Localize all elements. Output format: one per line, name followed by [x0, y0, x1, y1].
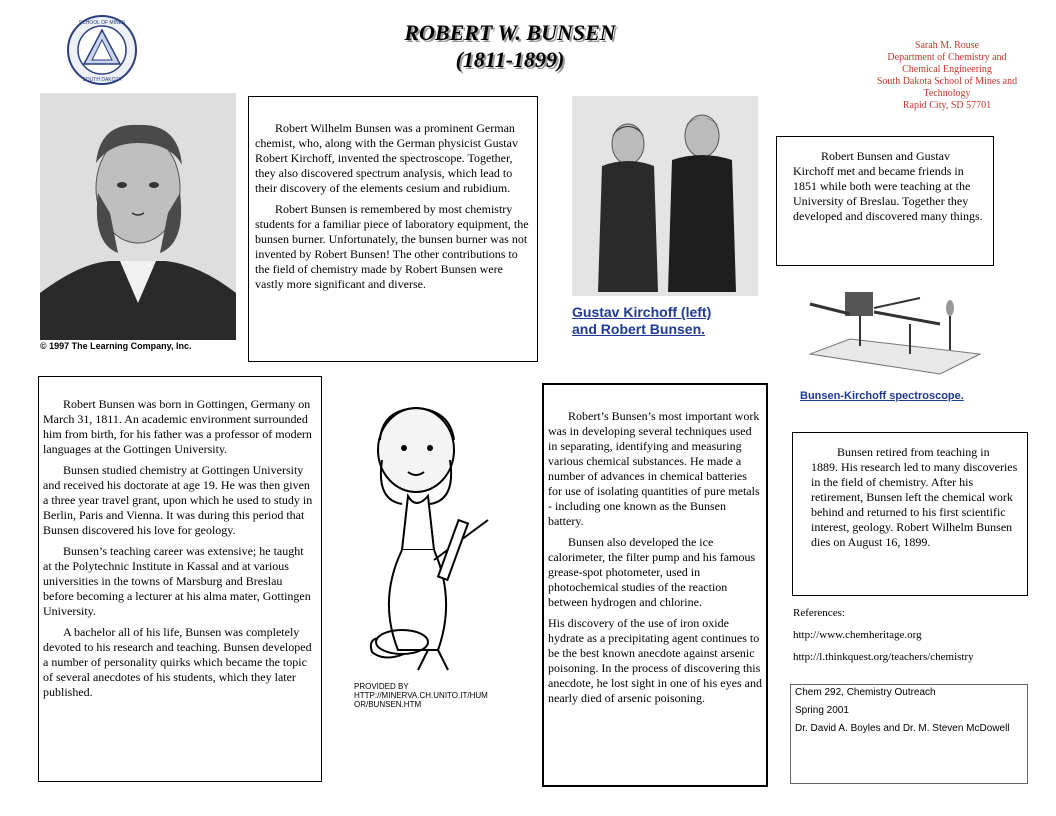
retired-box: [792, 432, 1028, 596]
work-paragraph-3: His discovery of the use of iron oxide hydrate as a precipitating agent continues to be the best known anecdote against arsenic poisoning. In the process of discovering this anecdote, he lost sight in one of his eyes and nearly died of arsenic poisoning.: [548, 616, 762, 705]
references: [793, 606, 1023, 664]
author-school-2: Technology: [923, 88, 971, 99]
author-name: Sarah M. Rouse: [914, 40, 980, 51]
caricature-credit: [354, 682, 488, 709]
intro-paragraph-2: Robert Bunsen is remembered by most chemistry students for a familiar piece of laboratory equipment, the bunsen burner. Unfortunately, the bunsen burner was not invented by Robert Bunsen! The other contributions to the field of chemistry made by Robert Bunsen were vastly more significant and diverse.: [255, 202, 529, 291]
bio-box: [38, 376, 322, 782]
bunsen-caricature: [338, 400, 528, 676]
kirchoff-bunsen-photo: [572, 96, 758, 296]
retired-paragraph: Bunsen retired from teaching in 1889. His research led to many discoveries in the field of chemistry. After his retirement, Bunsen left the chemical work behind and returned to his first scientific interest, geology. Robert Wilhelm Bunsen dies on August 16, 1899.: [811, 445, 1018, 549]
portrait-credit: © 1997 The Learning Company, Inc.: [40, 341, 192, 351]
author-school: South Dakota School of Mines and: [876, 76, 1018, 87]
work-paragraph-2: Bunsen also developed the ice calorimeter, the filter pump and his famous grease-spot photometer, used in photochemical studies of the reaction between hydrogen and chlorine.: [548, 535, 756, 609]
course-instructors: Dr. David A. Boyles and Dr. M. Steven McDowell: [795, 723, 1010, 734]
bio-paragraph-4: A bachelor all of his life, Bunsen was completely devoted to his research and teaching. Bunsen developed a number of personality quirks which became the topic of several anecdotes of his students, which they later published.: [43, 625, 312, 699]
course-box: [790, 684, 1028, 784]
spectroscope-illustration: [790, 284, 990, 384]
author-dept: Department of Chemistry and: [887, 52, 1007, 63]
author-address: Rapid City, SD 57701: [902, 100, 992, 111]
title-name: ROBERT W. BUNSEN: [404, 20, 616, 45]
intro-paragraph-1: Robert Wilhelm Bunsen was a prominent German chemist, who, along with the German physicist Gustav Robert Kirchoff, invented the spectroscope. Together, they also discovered spectrum analysis, which lead to their discovery of the elements cesium and rubidium.: [255, 121, 518, 195]
reference-link-1[interactable]: http://www.chemheritage.org: [793, 629, 922, 641]
course-name: Chem 292, Chemistry Outreach: [795, 687, 936, 698]
caricature-credit-line-1: PROVIDED BY: [354, 682, 409, 691]
reference-link-2[interactable]: http://l.thinkquest.org/teachers/chemistry: [793, 651, 974, 663]
duo-caption-line-2: and Robert Bunsen.: [572, 321, 706, 337]
friends-box: [776, 136, 994, 266]
work-box: [542, 383, 768, 787]
friends-paragraph: Robert Bunsen and Gustav Kirchoff met and became friends in 1851 while both were teaching at the University of Breslau. Together they developed and discovered many things.: [793, 149, 983, 223]
school-seal-logo: [66, 14, 138, 86]
caricature-credit-line-2: HTTP://MINERVA.CH.UNITO.IT/HUM: [354, 691, 488, 700]
bunsen-portrait: [40, 93, 236, 340]
title-dates: (1811-1899): [455, 47, 565, 72]
intro-box: [248, 96, 538, 362]
duo-photo-caption: [572, 304, 711, 338]
bio-paragraph-3: Bunsen’s teaching career was extensive; he taught at the Polytechnic Institute in Kassal and at various universities in the towns of Marsburg and Breslau before becoming a lecturer at his alma mater, Gottingen University.: [43, 544, 311, 618]
author-block: [862, 40, 1032, 112]
svg-text:SCHOOL OF MINES: SCHOOL OF MINES: [78, 20, 126, 26]
spectroscope-caption: Bunsen-Kirchoff spectroscope.: [800, 390, 964, 402]
page-title: [340, 20, 680, 74]
course-term: Spring 2001: [795, 705, 849, 716]
work-paragraph-1: Robert’s Bunsen’s most important work was in developing several techniques used in separating, identifying and measuring various chemical substances. He made a number of advances in chemical batteries for use of isolating quantities of pure metals - including one known as the Bunsen battery.: [548, 409, 760, 528]
bio-paragraph-2: Bunsen studied chemistry at Gottingen University and received his doctorate at age 19. He was then given a three year travel grant, upon which he used to study in Berlin, Paris and Vienna. It was during this period that Bunsen discovered his love for geology.: [43, 463, 313, 537]
author-dept-2: Chemical Engineering: [902, 64, 992, 75]
references-heading: References:: [793, 607, 845, 619]
svg-text:SOUTH DAKOTA: SOUTH DAKOTA: [82, 77, 122, 83]
duo-caption-line-1: Gustav Kirchoff (left): [572, 304, 712, 320]
caricature-credit-line-3: OR/BUNSEN.HTM: [354, 700, 422, 709]
bio-paragraph-1: Robert Bunsen was born in Gottingen, Germany on March 31, 1811. An academic environment surrounded him from birth, for his father was a professor of modern languages at the Gottingen University.: [43, 397, 312, 456]
